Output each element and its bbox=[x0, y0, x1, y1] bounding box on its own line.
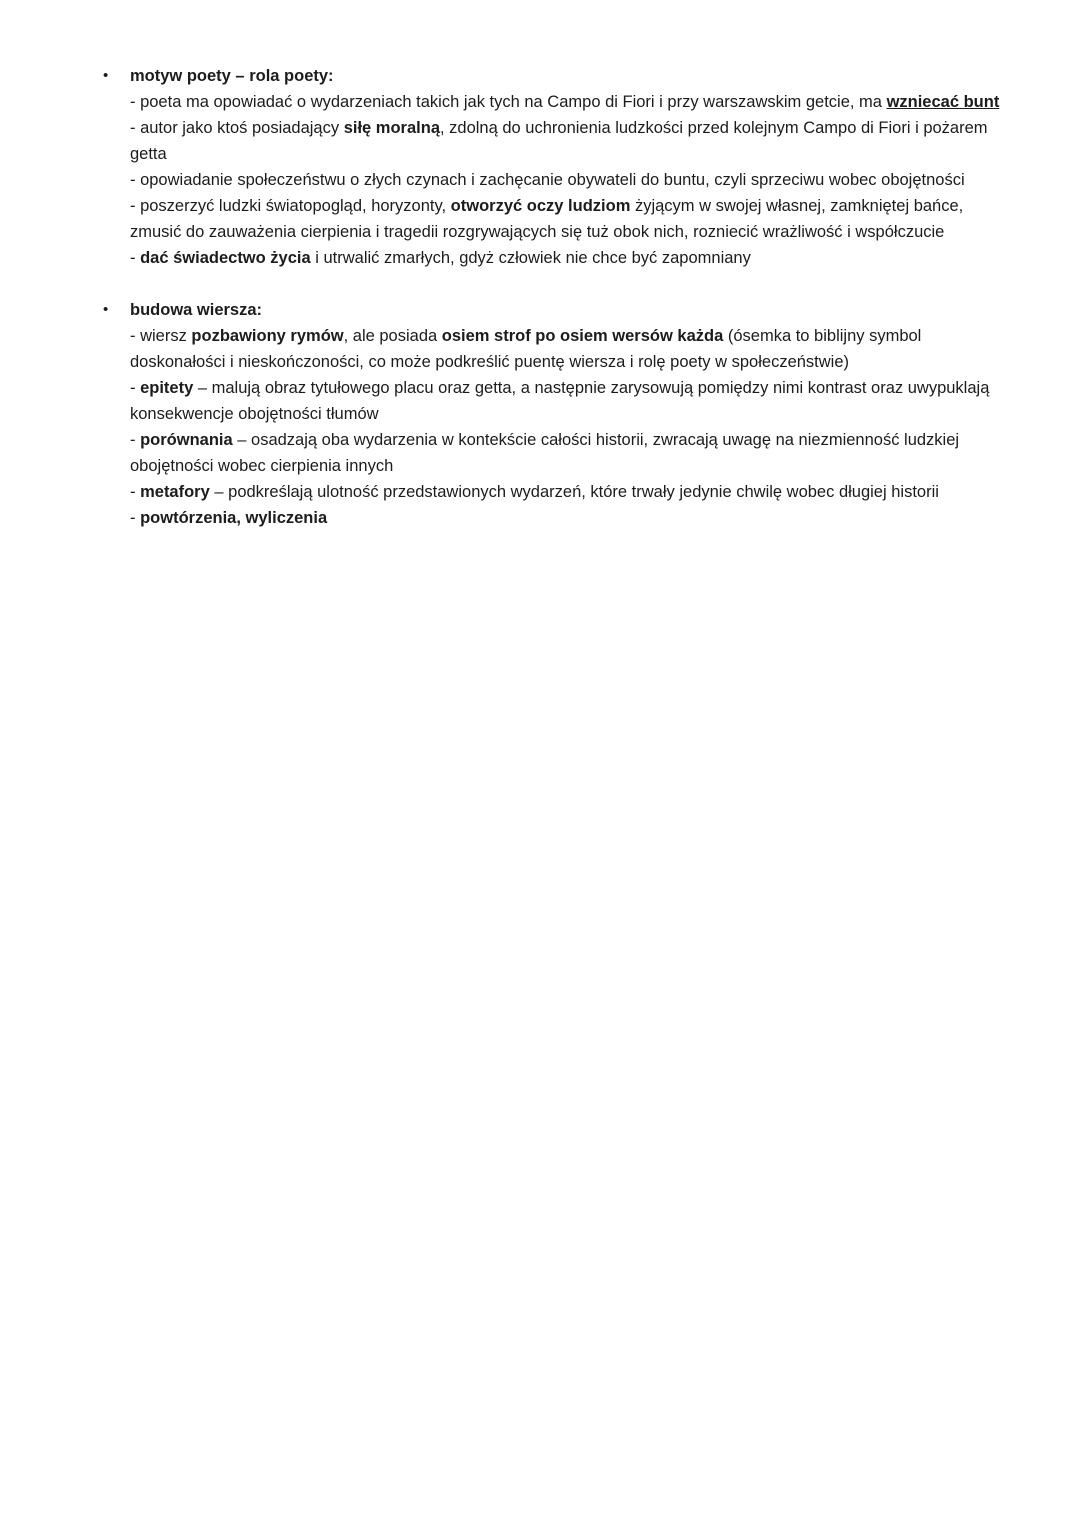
paragraph bbox=[130, 427, 1002, 479]
paragraph bbox=[130, 193, 1002, 245]
text-run: siłę moralną bbox=[343, 119, 440, 137]
text-run: osiem strof po osiem wersów każda bbox=[441, 327, 724, 345]
text-run: – malują obraz tytułowego placu oraz getta, a następnie zarysowują pomiędzy nimi kontrast oraz uwypuklają konsekwencje obojętności tłumów bbox=[130, 379, 990, 423]
text-run: dać świadectwo życia bbox=[140, 249, 311, 267]
text-run: (ósemka to biblijny symbol doskonałości i nieskończoności, co może podkreślić puentę wiersza i rolę poety w społeczeństwie) bbox=[130, 327, 922, 371]
text-run: - poszerzyć ludzki światopogląd, horyzonty, bbox=[130, 197, 451, 215]
text-run: – osadzają oba wydarzenia w kontekście całości historii, zwracają uwagę na niezmienność ludzkiej obojętności wobec cierpienia innych bbox=[130, 431, 960, 475]
paragraph bbox=[130, 323, 1002, 375]
paragraph bbox=[130, 89, 1002, 115]
text-run: - bbox=[130, 379, 141, 397]
paragraph bbox=[130, 115, 1002, 167]
text-run: pozbawiony rymów bbox=[191, 327, 344, 345]
text-run: - poeta ma opowiadać o wydarzeniach takich jak tych na Campo di Fiori i przy warszawskim getcie, ma bbox=[130, 93, 887, 111]
text-run: żyjącym w swojej własnej, zamkniętej bańce, zmusić do zauważenia cierpienia i tragedii rozgrywających się tuż obok nich, rozniecić wrażliwość i współczucie bbox=[130, 197, 964, 241]
text-run: otworzyć oczy ludziom bbox=[450, 197, 631, 215]
text-run: i utrwalić zmarłych, gdyż człowiek nie chce być zapomniany bbox=[310, 249, 751, 267]
paragraph bbox=[130, 167, 1002, 193]
bullet-icon: • bbox=[103, 67, 109, 84]
text-run: - bbox=[130, 509, 141, 527]
section-content bbox=[130, 297, 1002, 531]
section-item bbox=[103, 297, 1002, 531]
text-run: powtórzenia, wyliczenia bbox=[140, 509, 328, 527]
section-item bbox=[103, 63, 1002, 271]
paragraph bbox=[130, 505, 1002, 531]
text-run: - bbox=[130, 431, 141, 449]
text-run: epitety bbox=[140, 379, 194, 397]
text-run: , ale posiada bbox=[343, 327, 442, 345]
paragraph bbox=[130, 479, 1002, 505]
text-run: - wiersz bbox=[130, 327, 192, 345]
text-run: motyw poety – rola poety: bbox=[130, 67, 334, 85]
text-run: – podkreślają ulotność przedstawionych wydarzeń, które trwały jedynie chwilę wobec długiej historii bbox=[209, 483, 939, 501]
bullet-icon: • bbox=[103, 301, 109, 318]
text-run: - bbox=[130, 483, 141, 501]
text-run: budowa wiersza: bbox=[130, 301, 263, 319]
paragraph bbox=[130, 245, 1002, 271]
text-run: porównania bbox=[140, 431, 233, 449]
section-content bbox=[130, 63, 1002, 271]
text-run: - bbox=[130, 249, 141, 267]
section-title bbox=[130, 297, 1002, 323]
text-run: wzniecać bunt bbox=[886, 93, 1000, 111]
bullet-list bbox=[103, 63, 1002, 531]
section-title bbox=[130, 63, 1002, 89]
text-run: - opowiadanie społeczeństwu o złych czynach i zachęcanie obywateli do buntu, czyli sprzeciwu wobec obojętności bbox=[130, 171, 965, 189]
text-run: metafory bbox=[140, 483, 210, 501]
text-run: , zdolną do uchronienia ludzkości przed kolejnym Campo di Fiori i pożarem getta bbox=[130, 119, 988, 163]
paragraph bbox=[130, 375, 1002, 427]
text-run: - autor jako ktoś posiadający bbox=[130, 119, 344, 137]
